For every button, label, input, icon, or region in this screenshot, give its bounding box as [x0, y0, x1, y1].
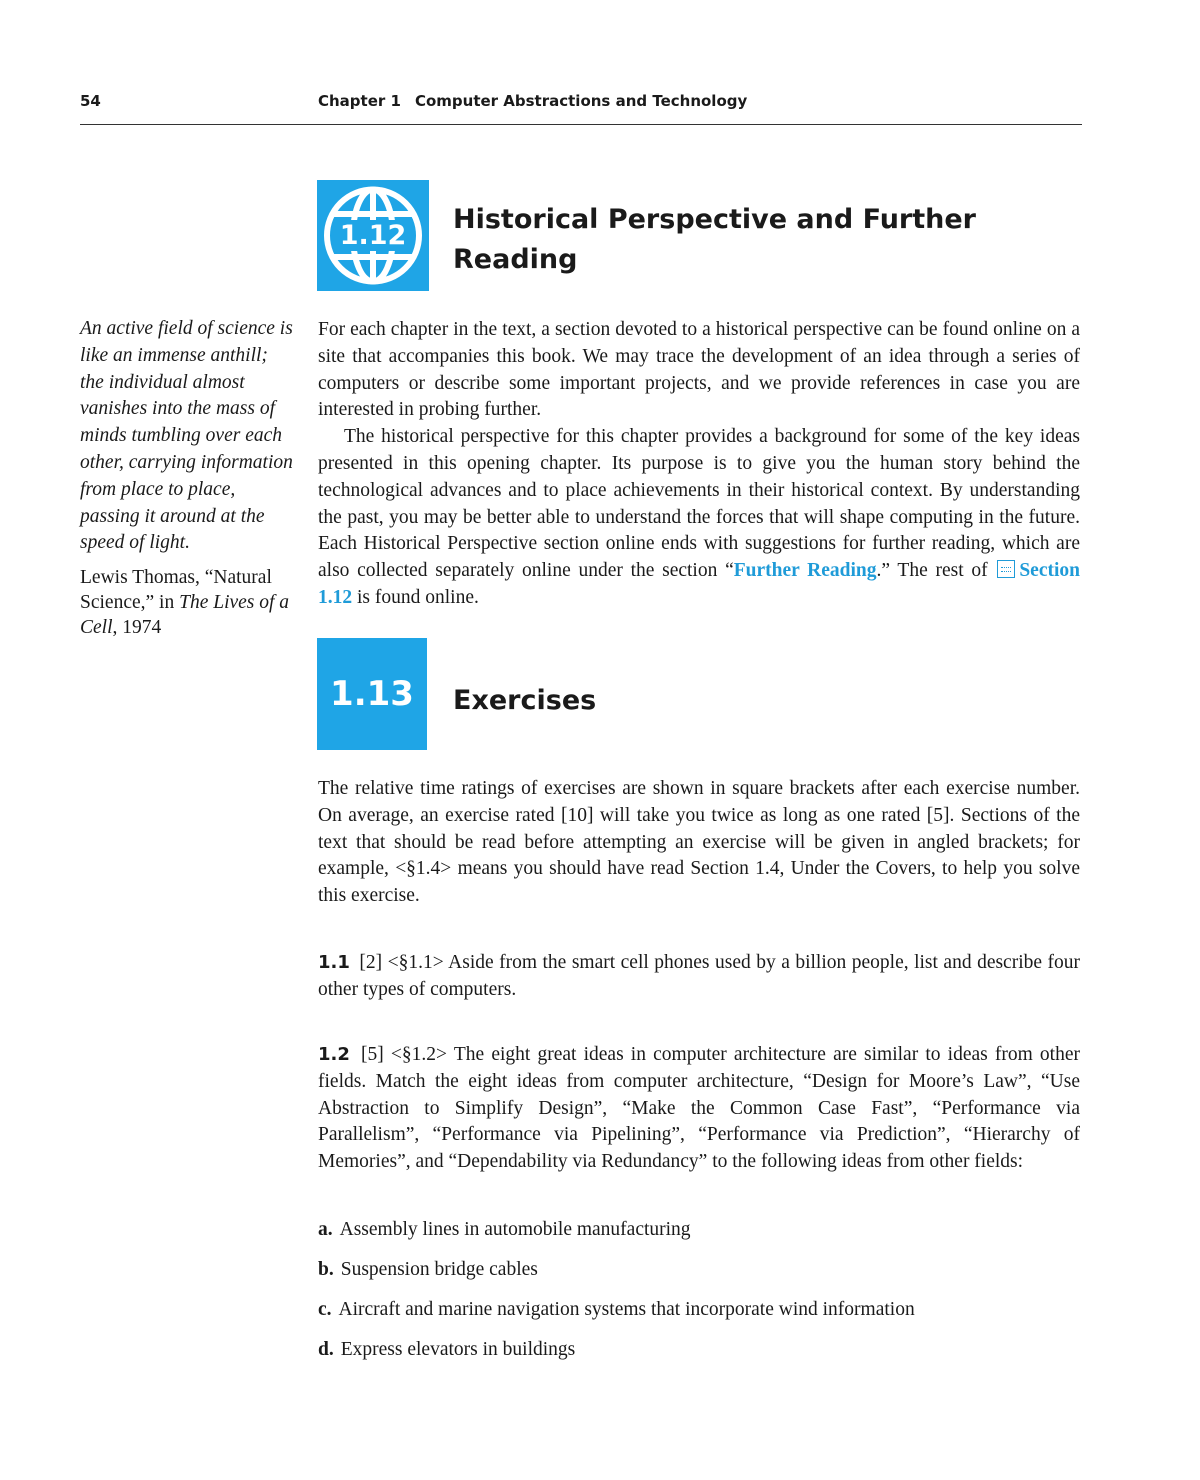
subitem-d — [318, 1337, 575, 1364]
chapter-title: Computer Abstractions and Technology — [414, 92, 748, 110]
chapter-label: Chapter 1 — [318, 92, 401, 110]
subitem-c — [318, 1297, 915, 1324]
exercise-text: [2] <§1.1> Aside from the smart cell phones used by a billion people, list and describe four other types of computers. — [318, 952, 1081, 1000]
section-112-badge — [317, 180, 429, 291]
section-112-number: 1.12 — [317, 180, 429, 291]
subitem-text: Aircraft and marine navigation systems that incorporate wind information — [338, 1299, 915, 1320]
attribution-author: Lewis Thomas, “Natural Science,” in — [80, 567, 272, 614]
exercise-number: 1.2 — [318, 1044, 350, 1065]
exercises-intro — [318, 776, 1080, 910]
exercise-item — [318, 1042, 1080, 1176]
running-head — [80, 92, 1082, 122]
exercise-text: [5] <§1.2> The eight great ideas in computer architecture are similar to ideas from other fields. Match the eight ideas from computer architecture, “Design for Moore’s Law”, “Use Abstraction to Simplify Design”, “Make the Common Case Fast”, “Performance via Parallelism”, “Performance via Pipelining”, “Performance via Prediction”, “Hierarchy of Memories”, and “Dependability via Redundancy” to the following ideas from other fields: — [318, 1044, 1081, 1173]
section-112-paragraph-2: The historical perspective for this chapter provides a background for some of the key ideas presented in this opening chapter. Its purpose is to give you the human story behind the technological advances and to place achievements in their historical context. By understanding the past, you may be better able to understand the forces that will shape computing in the future. Each Historical Perspective section online ends with suggestions for further reading, which are also collected separately online under the section “Further Reading.” The rest of Section 1.12 is found online. — [318, 426, 1080, 608]
attribution-work: The Lives of a Cell — [80, 592, 290, 639]
online-content-icon — [997, 560, 1015, 578]
subitem-a — [318, 1217, 691, 1244]
margin-quote — [80, 316, 295, 640]
quote-attribution — [80, 565, 295, 640]
subitem-text: Assembly lines in automobile manufacturing — [339, 1219, 691, 1240]
section-113-number: 1.13 — [330, 674, 414, 714]
exercise-number: 1.1 — [318, 952, 350, 973]
subitem-label: a. — [318, 1219, 333, 1240]
exercises-intro-text: The relative time ratings of exercises are shown in square brackets after each exercise number. On average, an exercise rated [10] will take you twice as long as one rated [5]. Sections of the text that should be read before attempting an exercise will be given in angled brackets; for example, <§1.4> means you should have read Section 1.4, Under the Covers, to help you solve this exercise. — [318, 778, 1080, 907]
subitem-text: Express elevators in buildings — [340, 1339, 576, 1360]
section-112-link[interactable]: Section 1.12 — [318, 560, 1080, 608]
page-number: 54 — [80, 92, 101, 110]
exercise-1-2 — [318, 1042, 1080, 1176]
section-112-title: Historical Perspective and Further Reading — [453, 204, 976, 275]
chapter-heading — [318, 92, 747, 110]
subitem-text: Suspension bridge cables — [340, 1259, 538, 1280]
subitem-label: b. — [318, 1259, 334, 1280]
further-reading-link[interactable]: Further Reading — [733, 560, 877, 582]
subitem-label: d. — [318, 1339, 334, 1360]
subitem-b — [318, 1257, 538, 1284]
subitem-label: c. — [318, 1299, 332, 1320]
header-rule — [80, 124, 1082, 125]
section-112-body — [318, 317, 1080, 612]
section-112-paragraph-1: For each chapter in the text, a section devoted to a historical perspective can be found online on a site that accompanies this book. We may trace the development of an idea through a series of computers or describe some important projects, and we provide references in case you are interested in probing further. — [318, 319, 1080, 421]
quote-text: An active field of science is like an immense anthill; the individual almost vanishes into the mass of minds tumbling over each other, carrying information from place to place, passing it around at the speed of light. — [80, 318, 293, 554]
exercise-item — [318, 950, 1080, 1004]
attribution-year: , 1974 — [112, 617, 162, 639]
section-113-title: Exercises — [453, 685, 597, 716]
exercise-1-1 — [318, 950, 1080, 1004]
section-113-badge — [317, 638, 427, 750]
